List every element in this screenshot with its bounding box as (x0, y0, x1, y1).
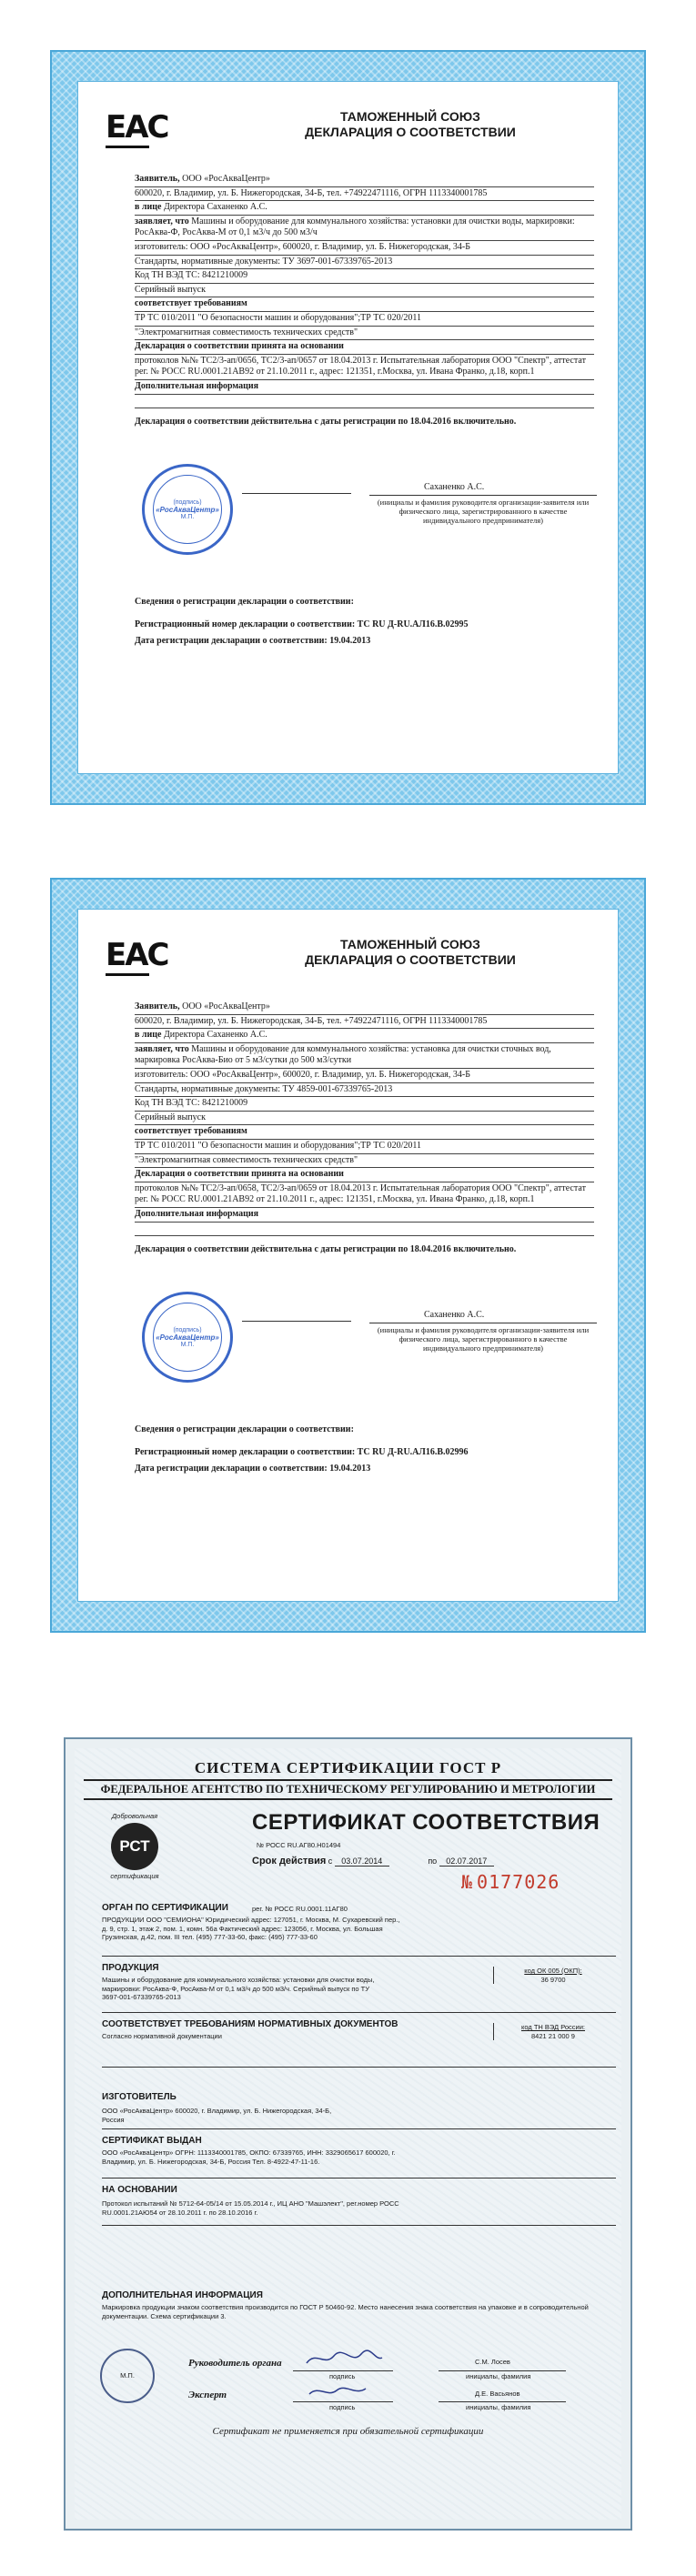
signer-note: (инициалы и фамилия руководителя организации-заявителя или физического лица, зарегистрированного в качестве индивидуального предпринимателя) (377, 498, 590, 525)
reg-number-row (135, 1446, 594, 1460)
extra-label: Дополнительная информация (135, 1208, 259, 1219)
declaration-body (135, 173, 594, 428)
gost-footer: Сертификат не применяется при обязательной сертификации (212, 2426, 484, 2437)
standards-row: Стандарты, нормативные документы: ТУ 4859-001-67339765-2013 (135, 1083, 594, 1098)
company-stamp (142, 1292, 233, 1383)
reg-date-row (135, 635, 594, 649)
gost-agency-title: ФЕДЕРАЛЬНОЕ АГЕНТСТВО ПО ТЕХНИЧЕСКОМУ РЕГУЛИРОВАНИЮ И МЕТРОЛОГИИ (84, 1779, 612, 1800)
reg-number-label: Регистрационный номер декларации о соответствии: (135, 619, 356, 629)
stamp-company-name: «РосАкваЦентр» (156, 1333, 219, 1342)
stamp-sign-caption: (подпись) (173, 498, 202, 506)
basis-label-row (135, 1168, 594, 1182)
expert-name-caption: инициалы, фамилия (466, 2403, 531, 2411)
registration-block (135, 596, 594, 649)
validity-from: 03.07.2014 (335, 1857, 389, 1867)
expert-signature (302, 2381, 384, 2401)
validity-to-label: по (428, 1857, 438, 1866)
person-label: в лице (135, 202, 162, 213)
tr2-row: "Электромагнитная совместимость технических средств" (135, 1154, 594, 1169)
rst-logo (98, 1812, 171, 1883)
claims-value: Машины и оборудование для коммунального хозяйства: установки для очистки воды, маркировки: РосАква-Ф, РосАква-М от 0,1 м3/ч до 500 м3/ч (135, 216, 575, 238)
maker-row: изготовитель: ООО «РосАкваЦентр», 600020, г. Владимир, ул. Б. Нижегородская, 34-Б (135, 1069, 594, 1083)
stamp-mp: М.П. (180, 513, 195, 520)
applicant-value: ООО «РосАкваЦентр» (182, 174, 270, 184)
expert-name: Д.Е. Васьянов (475, 2390, 520, 2398)
claims-row (135, 1043, 594, 1069)
serial-number-row (461, 1871, 560, 1893)
issued-text: ООО «РосАкваЦентр» ОГРН: 1113340001785, ОКПО: 67339765, ИНН: 3329065617 600020, г. Владимир, ул. Б. Нижегородская, 34-Б, Россия Тел. 8-4922-47-11-16. (102, 2148, 396, 2166)
head-label: Руководитель органа (188, 2358, 282, 2369)
reg-number-value: ТС RU Д-RU.АЛ16.В.02995 (357, 619, 469, 629)
basis-label: Декларация о соответствии принята на основании (135, 1169, 344, 1180)
tnved-box (493, 2023, 612, 2040)
expert-label: Эксперт (188, 2390, 227, 2400)
basis-row: протоколов №№ ТС2/3-ап/0658, ТС2/3-ап/0659 от 18.04.2013 г. Испытательная лаборатория ООО "Спектр", аттестат рег. № РОСС RU.0001.21АВ92 от 21.10.2011 г., адрес: 121351, г.Москва, ул. Ивана Франко, д.18, корп.1 (135, 1182, 594, 1208)
company-stamp (142, 464, 233, 555)
head-sig-caption: подпись (329, 2372, 356, 2380)
issued-label: СЕРТИФИКАТ ВЫДАН (102, 2136, 202, 2146)
logo-top-text: Добровольная (111, 1812, 158, 1820)
expert-sig-caption: подпись (329, 2403, 356, 2411)
head-name: С.М. Лосев (475, 2358, 510, 2366)
claims-value: Машины и оборудование для коммунального хозяйства: установка для очистки сточных вод, маркировка РосАква-Био от 5 м3/сутки до 500 м3/сутки (135, 1043, 551, 1066)
claims-row (135, 216, 594, 241)
heading-declaration: ДЕКЛАРАЦИЯ О СООТВЕТСТВИИ (305, 125, 516, 139)
maker-row: изготовитель: ООО «РосАкваЦентр», 600020, г. Владимир, ул. Б. Нижегородская, 34-Б (135, 241, 594, 256)
registration-block (135, 1424, 594, 1476)
signer-name: Саханенко А.С. (424, 482, 485, 492)
applicant-label: Заявитель, (135, 1001, 180, 1011)
requirements-label: СООТВЕТСТВУЕТ ТРЕБОВАНИЯМ НОРМАТИВНЫХ ДОКУМЕНТОВ (102, 2019, 398, 2029)
gost-system-title: СИСТЕМА СЕРТИФИКАЦИИ ГОСТ Р (194, 1759, 502, 1776)
okp-label: код ОК 005 (ОКП): (524, 1967, 582, 1975)
organ-reg: рег. № РОСС RU.0001.11АГ80 (252, 1905, 348, 1913)
address-row: 600020, г. Владимир, ул. Б. Нижегородская, 34-Б, тел. +74922471116, ОГРН 1113340001785 (135, 1015, 594, 1030)
tr2-row: "Электромагнитная совместимость технических средств" (135, 327, 594, 341)
eac-logo: ЕАС (106, 937, 168, 973)
extra-empty-row (135, 1223, 594, 1236)
tr-row: ТР ТС 010/2011 "О безопасности машин и оборудования";ТР ТС 020/2011 (135, 1140, 594, 1154)
applicant-label: Заявитель, (135, 174, 180, 184)
heading-union: ТАМОЖЕННЫЙ СОЮЗ (340, 937, 480, 951)
conforms-row (135, 297, 594, 312)
valid-row: Декларация о соответствии действительна с даты регистрации по 18.04.2016 включительно. (135, 1243, 517, 1254)
head-name-caption: инициалы, фамилия (466, 2372, 531, 2380)
address-row: 600020, г. Владимир, ул. Б. Нижегородская, 34-Б, тел. +74922471116, ОГРН 1113340001785 (135, 187, 594, 202)
gost-main-title: СЕРТИФИКАТ СООТВЕТСТВИЯ (252, 1810, 600, 1835)
validity-from-label: с (328, 1857, 333, 1866)
extra-label: ДОПОЛНИТЕЛЬНАЯ ИНФОРМАЦИЯ (102, 2290, 263, 2300)
basis-label: Декларация о соответствии принята на основании (135, 341, 344, 352)
reg-date-label: Дата регистрации декларации о соответствии: (135, 636, 328, 647)
head-sig-line (293, 2370, 393, 2371)
signature-scribble-icon (302, 2381, 384, 2401)
declaration-heading (260, 109, 560, 140)
reg-info: Сведения о регистрации декларации о соответствии: (135, 1424, 354, 1434)
signer-line (369, 495, 597, 496)
conforms-label: соответствует требованиям (135, 298, 247, 309)
extra-label: Дополнительная информация (135, 380, 259, 391)
reg-number-row (135, 619, 594, 632)
heading-declaration: ДЕКЛАРАЦИЯ О СООТВЕТСТВИИ (305, 952, 516, 967)
signature-line (242, 493, 351, 494)
tr-row: ТР ТС 010/2011 "О безопасности машин и оборудования";ТР ТС 020/2011 (135, 312, 594, 327)
tnved-label: код ТН ВЭД России: (520, 2023, 586, 2031)
extra-empty-row (135, 395, 594, 408)
cert-number: № РОСС RU.АГ80.Н01494 (257, 1841, 341, 1849)
stamp-inner-ring (153, 1303, 222, 1372)
rule-maker (102, 2128, 616, 2129)
applicant-row (135, 173, 594, 187)
gost-stamp-mp: М.П. (120, 2371, 135, 2380)
serial-row: Серийный выпуск (135, 284, 594, 298)
stamp-company-name: «РосАкваЦентр» (156, 505, 219, 514)
reg-date-label: Дата регистрации декларации о соответствии: (135, 1464, 328, 1474)
reg-number-label: Регистрационный номер декларации о соответствии: (135, 1446, 356, 1457)
code-row: Код ТН ВЭД ТС: 8421210009 (135, 1097, 594, 1112)
stamp-sign-caption: (подпись) (173, 1326, 202, 1333)
rule-issued (102, 2178, 616, 2179)
basis-label-row (135, 340, 594, 355)
basis-row: протоколов №№ ТС2/3-ап/0656, ТС2/3-ап/0657 от 18.04.2013 г. Испытательная лаборатория ООО "Спектр", аттестат рег. № РОСС RU.0001.21АВ92 от 21.10.2011 г., адрес: 121351, г.Москва, ул. Ивана Франко, д.18, корп.1 (135, 355, 594, 380)
validity-to: 02.07.2017 (439, 1857, 494, 1867)
person-label: в лице (135, 1030, 162, 1041)
heading-union: ТАМОЖЕННЫЙ СОЮЗ (340, 109, 480, 124)
eac-logo: ЕАС (106, 109, 168, 146)
reg-date-value: 19.04.2013 (329, 1464, 371, 1474)
validity-label: Срок действия (252, 1856, 327, 1867)
person-row (135, 201, 594, 216)
okp-box (493, 1967, 612, 1984)
extra-label-row (135, 1208, 594, 1223)
eac-logo-bar (106, 146, 149, 148)
rst-mark-icon: РСТ (111, 1823, 158, 1870)
serial-number: 0177026 (477, 1871, 560, 1893)
basis-label: НА ОСНОВАНИИ (102, 2185, 177, 2195)
gost-paper (75, 1748, 621, 2520)
person-value: Директора Саханенко А.С. (163, 202, 267, 213)
declaration-1-paper (77, 81, 619, 774)
reg-number-value: ТС RU Д-RU.АЛ16.В.02996 (357, 1446, 469, 1457)
extra-text: Маркировка продукции знаком соответствия производится по ГОСТ Р 50460-92. Место нанесения знака соответствия на упаковке и в сопроводительной документации. Схема сертификации 3. (102, 2303, 589, 2320)
signature-scribble-icon (302, 2349, 384, 2369)
validity-row (252, 1856, 494, 1867)
declaration-2 (50, 878, 646, 1633)
person-row (135, 1029, 594, 1043)
declaration-heading (260, 937, 560, 968)
stamp-inner-ring (153, 475, 222, 544)
product-text: Машины и оборудование для коммунального хозяйства: установки для очистки воды, маркировки: РосАква-Ф, РосАква-М от 0,1 м3/ч до 500 м3/ч. Серийный выпуск по ТУ 3697-001-67339765-2013 (102, 1976, 375, 2001)
head-name-line (439, 2370, 566, 2371)
expert-sig-line (293, 2401, 393, 2402)
serial-row: Серийный выпуск (135, 1112, 594, 1126)
declaration-2-paper (77, 909, 619, 1602)
maker-label: ИЗГОТОВИТЕЛЬ (102, 2092, 177, 2102)
standards-row: Стандарты, нормативные документы: ТУ 3697-001-67339765-2013 (135, 256, 594, 270)
claims-label: заявляет, что (135, 1043, 189, 1054)
claims-label: заявляет, что (135, 216, 189, 226)
signature-line (242, 1321, 351, 1322)
organ-label: ОРГАН ПО СЕРТИФИКАЦИИ (102, 1903, 228, 1913)
maker-text: ООО «РосАкваЦентр» 600020, г. Владимир, ул. Б. Нижегородская, 34-Б, Россия (102, 2107, 332, 2124)
reg-date-value: 19.04.2013 (329, 636, 371, 647)
signer-name: Саханенко А.С. (424, 1310, 485, 1320)
basis-text: Протокол испытаний № 5712-64-05/14 от 15.05.2014 г., ИЦ АНО "Машэлект", рег.номер РОСС RU.0001.21АЮ54 от 28.10.2011 г. по 28.10.2016 г. (102, 2199, 399, 2217)
declaration-1 (50, 50, 646, 805)
conforms-row (135, 1125, 594, 1140)
reg-info: Сведения о регистрации декларации о соответствии: (135, 597, 354, 607)
applicant-value: ООО «РосАкваЦентр» (182, 1001, 270, 1011)
product-label: ПРОДУКЦИЯ (102, 1963, 159, 1973)
organ-text: ПРОДУКЦИИ ООО "СЕМИОНА" Юридический адрес: 127051, г. Москва, М. Сухаревский пер., д. 9, стр. 1, этаж 2, пом. 1, комн. 56а Фактический адрес: 123056, г. Москва, ул. Большая Грузинская, д.42, пом. III тел. (495) 777-33-60, факс: (495) 777-33-60 (102, 1916, 400, 1941)
rule-organ (102, 1956, 616, 1957)
declaration-body (135, 1001, 594, 1256)
expert-name-line (439, 2401, 566, 2402)
okp-value: 36 9700 (540, 1975, 566, 1984)
head-signature (302, 2349, 384, 2369)
rule-requirements (102, 2067, 616, 2068)
code-row: Код ТН ВЭД ТС: 8421210009 (135, 269, 594, 284)
extra-label-row (135, 380, 594, 395)
eac-logo-bar (106, 973, 149, 976)
gost-stamp (100, 2349, 155, 2403)
tnved-value: 8421 21 000 9 (531, 2031, 575, 2040)
gost-certificate (64, 1737, 632, 2531)
applicant-row (135, 1001, 594, 1015)
reg-date-row (135, 1463, 594, 1476)
requirements-text: Согласно нормативной документации (102, 2032, 222, 2040)
signer-note: (инициалы и фамилия руководителя организации-заявителя или физического лица, зарегистрированного в качестве индивидуального предпринимателя) (377, 1325, 590, 1353)
valid-row: Декларация о соответствии действительна с даты регистрации по 18.04.2016 включительно. (135, 416, 517, 427)
serial-label: № (461, 1871, 474, 1893)
rule-product (102, 2012, 616, 2013)
logo-bottom-text: сертификация (110, 1871, 159, 1880)
conforms-label: соответствует требованиям (135, 1126, 247, 1137)
stamp-mp: М.П. (180, 1341, 195, 1348)
person-value: Директора Саханенко А.С. (163, 1030, 267, 1041)
rule-basis (102, 2225, 616, 2226)
